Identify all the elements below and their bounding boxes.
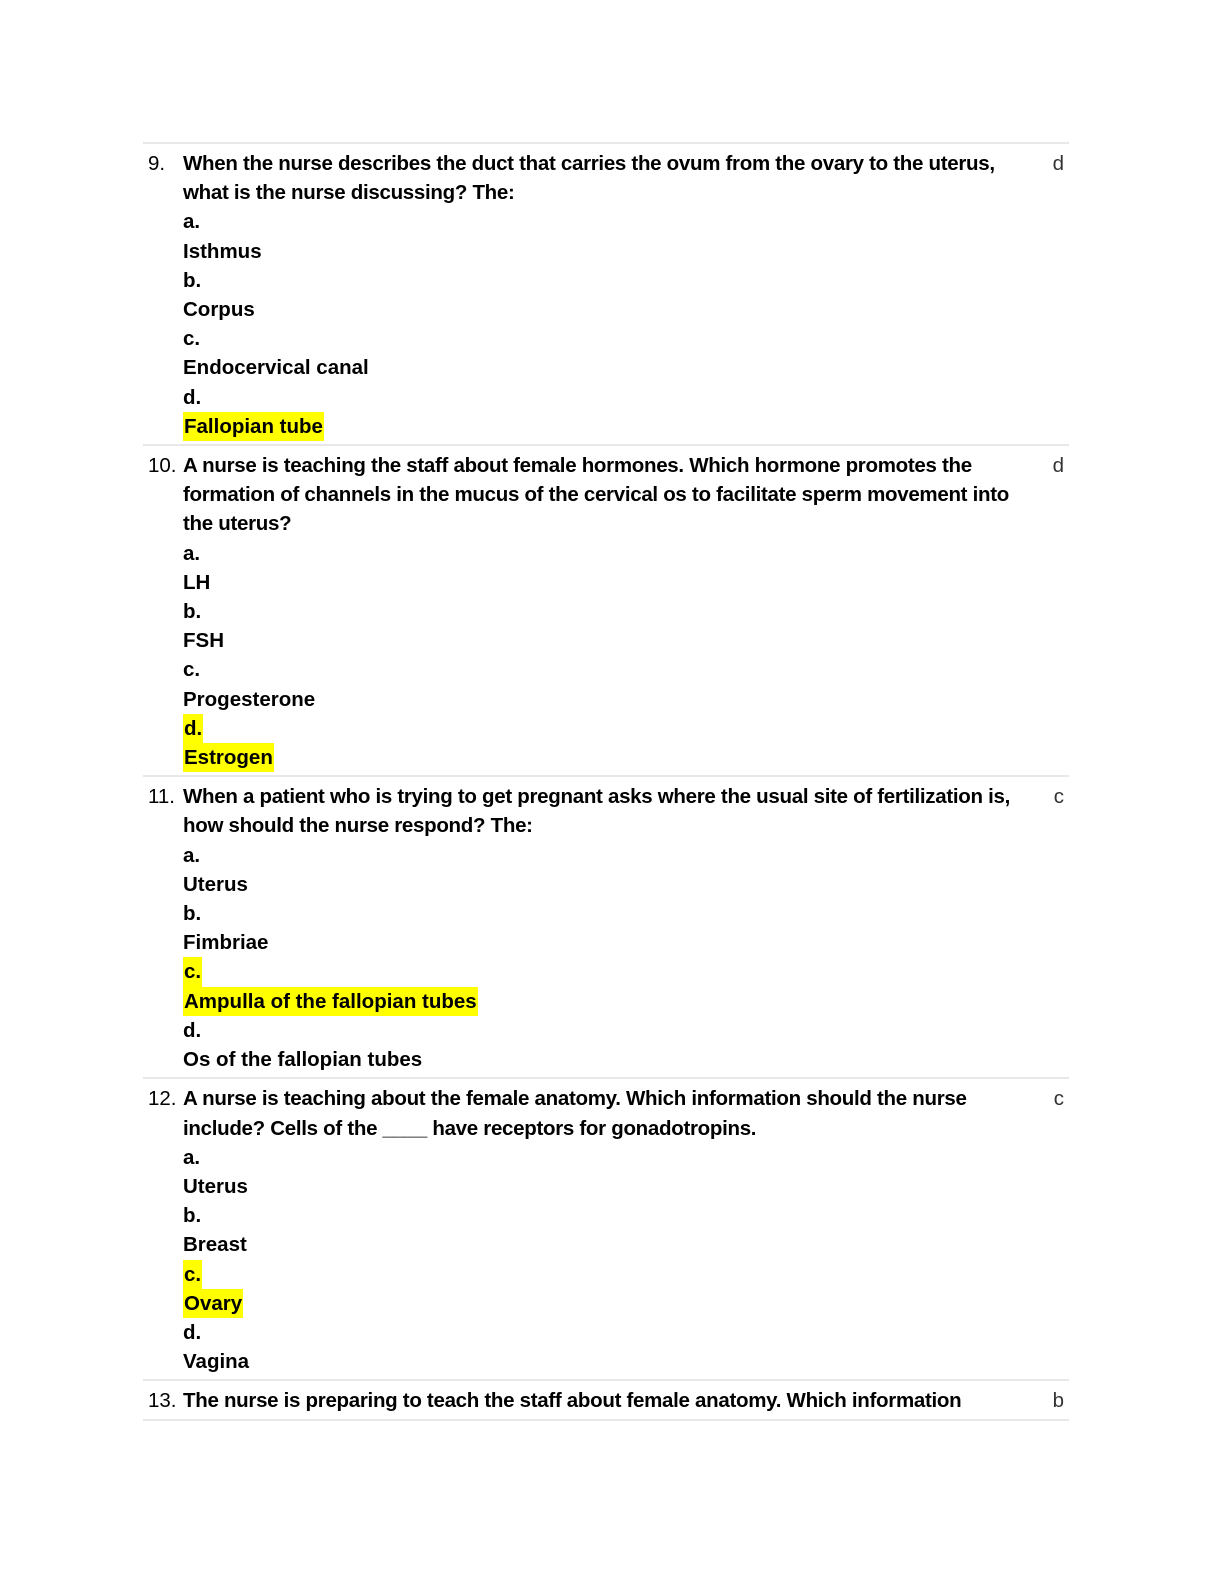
question-text: A nurse is teaching the staff about female hormones. Which hormone promotes the formation of channels in the mucus of the cervical os to facilitate sperm movement into the uterus? [183,454,1009,536]
question-number: 9. [148,152,166,175]
answer-key: c [1053,1087,1064,1111]
question-row [143,1077,1069,1379]
highlight-mark: c. [183,1260,202,1289]
option-text-highlighted [183,987,1028,1016]
option-letter-highlighted [183,714,1028,743]
answer-key: c [1053,785,1064,809]
option-text-highlighted [183,412,1028,441]
highlight-mark: Ovary [183,1289,243,1318]
option-text: Progesterone [183,687,316,711]
option-text: Endocervical canal [183,356,369,380]
option-text-highlighted [183,743,1028,772]
option-letter: d. [183,1018,202,1042]
question-text: When a patient who is trying to get pregnant asks where the usual site of fertilization is, how should the nurse respond? The: [183,785,1010,838]
question-number: 11. [148,785,175,809]
option-text: Isthmus [183,239,262,263]
option-letter-highlighted [183,957,1028,986]
question-table [143,142,1069,1421]
highlight-mark: Ampulla of the fallopian tubes [183,987,478,1016]
option-text: LH [183,570,211,594]
question-body [183,1084,1028,1376]
option-letter-highlighted [183,1260,1028,1289]
option-text: Corpus [183,298,255,322]
option-letter: b. [183,600,202,624]
option-text: Os of the fallopian tubes [183,1048,423,1072]
option-text-highlighted [183,1289,1028,1318]
answer-key: d [1052,152,1064,175]
option-letter: b. [183,902,202,926]
question-number: 10. [148,454,177,478]
option-letter: a. [183,843,201,867]
question-row [143,142,1069,444]
question-row [143,444,1069,775]
question-body [183,149,1028,441]
highlight-mark: Estrogen [183,743,274,772]
option-letter: c. [183,327,201,351]
answer-key: b [1052,1389,1064,1413]
option-letter: b. [183,268,202,292]
option-text: Uterus [183,872,248,896]
question-body [183,1386,1028,1415]
question-number: 13. [148,1389,177,1413]
question-text: A nurse is teaching about the female anatomy. Which information should the nurse include? Cells of the ____ have receptors for gonadotropins. [183,1087,967,1140]
question-text: The nurse is preparing to teach the staff about female anatomy. Which information [183,1389,962,1413]
option-text: Uterus [183,1174,248,1198]
option-text: FSH [183,629,224,653]
highlight-mark: d. [183,714,203,743]
question-row [143,1379,1069,1420]
option-text: Breast [183,1233,247,1257]
option-letter: a. [183,210,201,234]
highlight-mark: c. [183,957,202,986]
highlight-mark: Fallopian tube [183,412,324,441]
question-number: 12. [148,1087,177,1111]
question-row [143,775,1069,1077]
option-letter: a. [183,1145,201,1169]
option-text: Fimbriae [183,931,269,955]
option-text: Vagina [183,1350,250,1374]
option-letter: c. [183,658,201,682]
question-body [183,782,1028,1074]
answer-key: d [1052,454,1064,478]
option-letter: b. [183,1204,202,1228]
option-letter: d. [183,385,202,409]
question-body [183,451,1028,772]
option-letter: a. [183,541,201,565]
option-letter: d. [183,1320,202,1344]
question-text: When the nurse describes the duct that carries the ovum from the ovary to the uterus, what is the nurse discussing? The: [183,152,995,205]
